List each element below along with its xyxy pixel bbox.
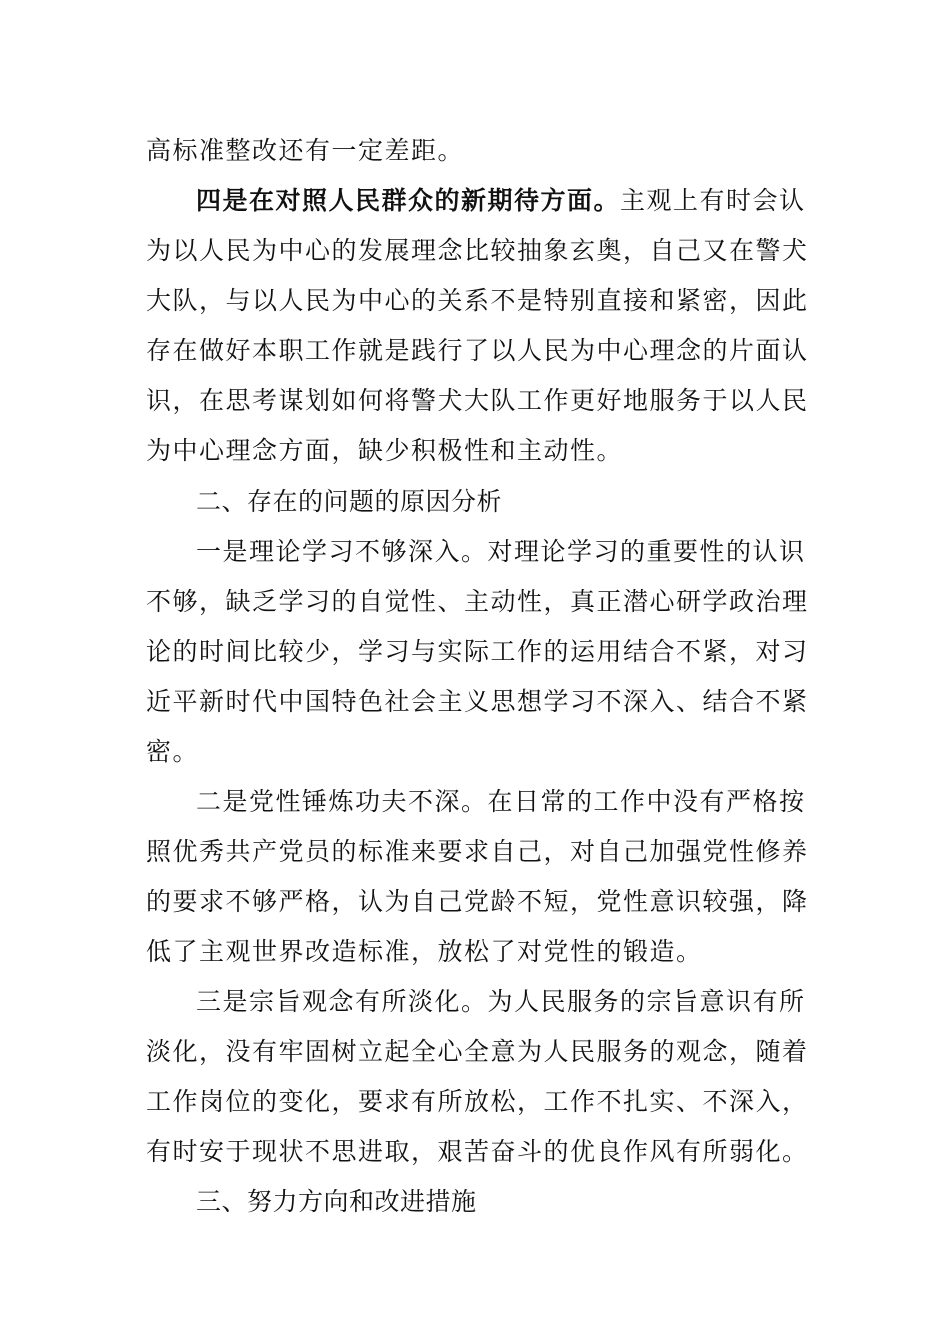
text-line: 低了主观世界改造标准，放松了对党性的锻造。 (146, 937, 703, 966)
paragraph-four-first-line (196, 185, 806, 217)
text-line: 淡化，没有牢固树立起全心全意为人民服务的观念，随着 (146, 1037, 809, 1066)
paragraph-four-lead: 四是在对照人民群众的新期待方面。 (196, 186, 621, 215)
text-line: 工作岗位的变化，要求有所放松，工作不扎实、不深入， (146, 1087, 809, 1116)
text-line: 识，在思考谋划如何将警犬大队工作更好地服务于以人民 (146, 386, 809, 415)
text-line: 论的时间比较少，学习与实际工作的运用结合不紧，对习 (146, 637, 809, 666)
text-line: 大队，与以人民为中心的关系不是特别直接和紧密，因此 (146, 286, 809, 315)
text-line: 为以人民为中心的发展理念比较抽象玄奥，自己又在警犬 (146, 236, 809, 265)
text-line: 的要求不够严格，认为自己党龄不短，党性意识较强，降 (146, 887, 809, 916)
text-line: 不够，缺乏学习的自觉性、主动性，真正潜心研学政治理 (146, 587, 809, 616)
paragraph-four-text: 主观上有时会认 (620, 186, 806, 215)
text-line: 有时安于现状不思进取，艰苦奋斗的优良作风有所弱化。 (146, 1137, 809, 1166)
text-line: 为中心理念方面，缺少积极性和主动性。 (146, 436, 624, 465)
text-line: 密。 (146, 737, 200, 766)
text-line: 高标准整改还有一定差距。 (146, 136, 465, 165)
text-line: 照优秀共产党员的标准来要求自己，对自己加强党性修养 (146, 837, 809, 866)
text-line: 一是理论学习不够深入。对理论学习的重要性的认识 (196, 537, 806, 566)
text-line: 近平新时代中国特色社会主义思想学习不深入、结合不紧 (146, 687, 809, 716)
text-line: 三是宗旨观念有所淡化。为人民服务的宗旨意识有所 (196, 987, 806, 1016)
text-line: 存在做好本职工作就是践行了以人民为中心理念的片面认 (146, 336, 809, 365)
text-line: 二是党性锤炼功夫不深。在日常的工作中没有严格按 (196, 787, 806, 816)
section-heading-cause-analysis: 二、存在的问题的原因分析 (196, 487, 503, 516)
section-heading-improvement-measures: 三、努力方向和改进措施 (196, 1187, 477, 1216)
